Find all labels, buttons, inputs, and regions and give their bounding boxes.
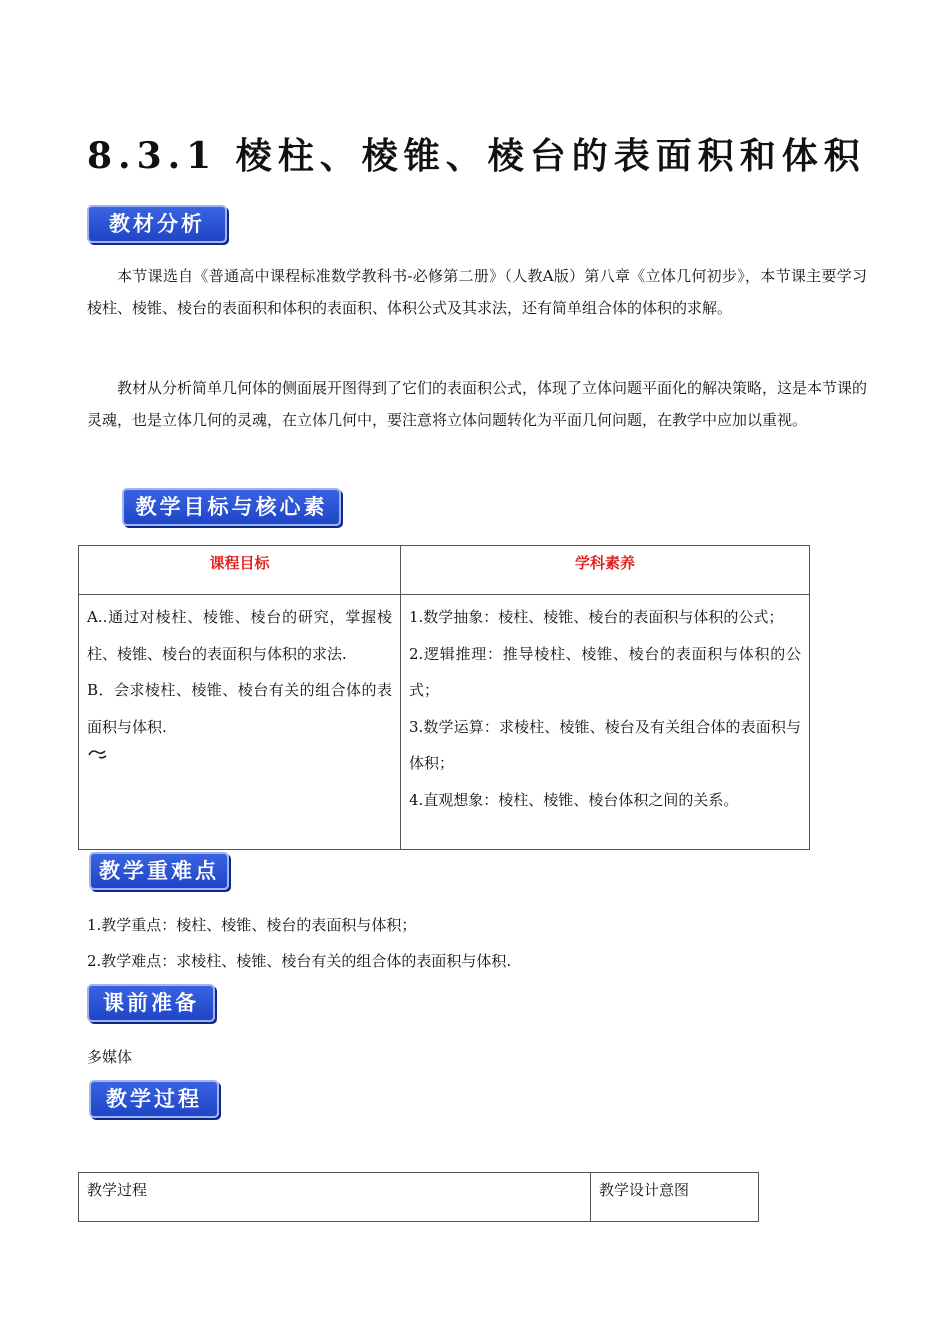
literacy-item-2: 2.逻辑推理：推导棱柱、棱锥、棱台的表面积与体积的公式；: [409, 644, 801, 699]
section-header-analysis: 教材分析: [87, 205, 227, 243]
section-header-prep: 课前准备: [87, 984, 215, 1022]
page-title: 8.3.1 棱柱、棱锥、棱台的表面积和体积: [87, 135, 866, 177]
literacy-cell: [401, 595, 810, 850]
section-header-keypoints: 教学重难点: [89, 852, 229, 890]
literacy-item-4: 4.直观想象：棱柱、棱锥、棱台体积之间的关系。: [409, 790, 739, 809]
section-header-goals: 教学目标与核心素养: [122, 488, 341, 526]
analysis-paragraph-1: 本节课选自《普通高中课程标准数学教科书-必修第二册》（人教A版）第八章《立体几何初步》，本节课主要学习棱柱、棱锥、棱台的表面积和体积的表面积、体积公式及其求法，还有简单组合体的体积的求解。: [87, 267, 867, 317]
goals-header-literacy: 学科素养: [401, 546, 810, 595]
analysis-paragraph-2: 教材从分析简单几何体的侧面展开图得到了它们的表面积公式，体现了立体问题平面化的解决策略，这是本节课的灵魂，也是立体几何的灵魂，在立体几何中，要注意将立体问题转化为平面几何问题，在教学中应加以重视。: [87, 379, 868, 429]
course-goals-cell: [79, 595, 401, 850]
literacy-item-3: 3.数学运算：求棱柱、棱锥、棱台及有关组合体的表面积与体积；: [409, 717, 801, 772]
goals-header-course: 课程目标: [79, 546, 401, 595]
process-table: [78, 1172, 759, 1222]
keypoint-difficulty: 2.教学难点：求棱柱、棱锥、棱台有关的组合体的表面积与体积.: [87, 952, 512, 970]
design-intent-col-header: 教学设计意图: [591, 1173, 759, 1222]
course-goal-a: A..通过对棱柱、棱锥、棱台的研究，掌握棱柱、棱锥、棱台的表面积与体积的求法.: [87, 608, 392, 663]
small-mark-icon: [87, 745, 392, 769]
section-header-process: 教学过程: [89, 1080, 219, 1118]
course-goal-b: B．会求棱柱、棱锥、棱台有关的组合体的表面积与体积.: [87, 681, 392, 736]
keypoint-focus: 1.教学重点：棱柱、棱锥、棱台的表面积与体积；: [87, 916, 417, 934]
literacy-item-1: 1.数学抽象：棱柱、棱锥、棱台的表面积与体积的公式；: [409, 608, 784, 626]
prep-text: 多媒体: [87, 1048, 133, 1066]
goals-table: [78, 545, 810, 850]
process-col-header: 教学过程: [79, 1173, 591, 1222]
